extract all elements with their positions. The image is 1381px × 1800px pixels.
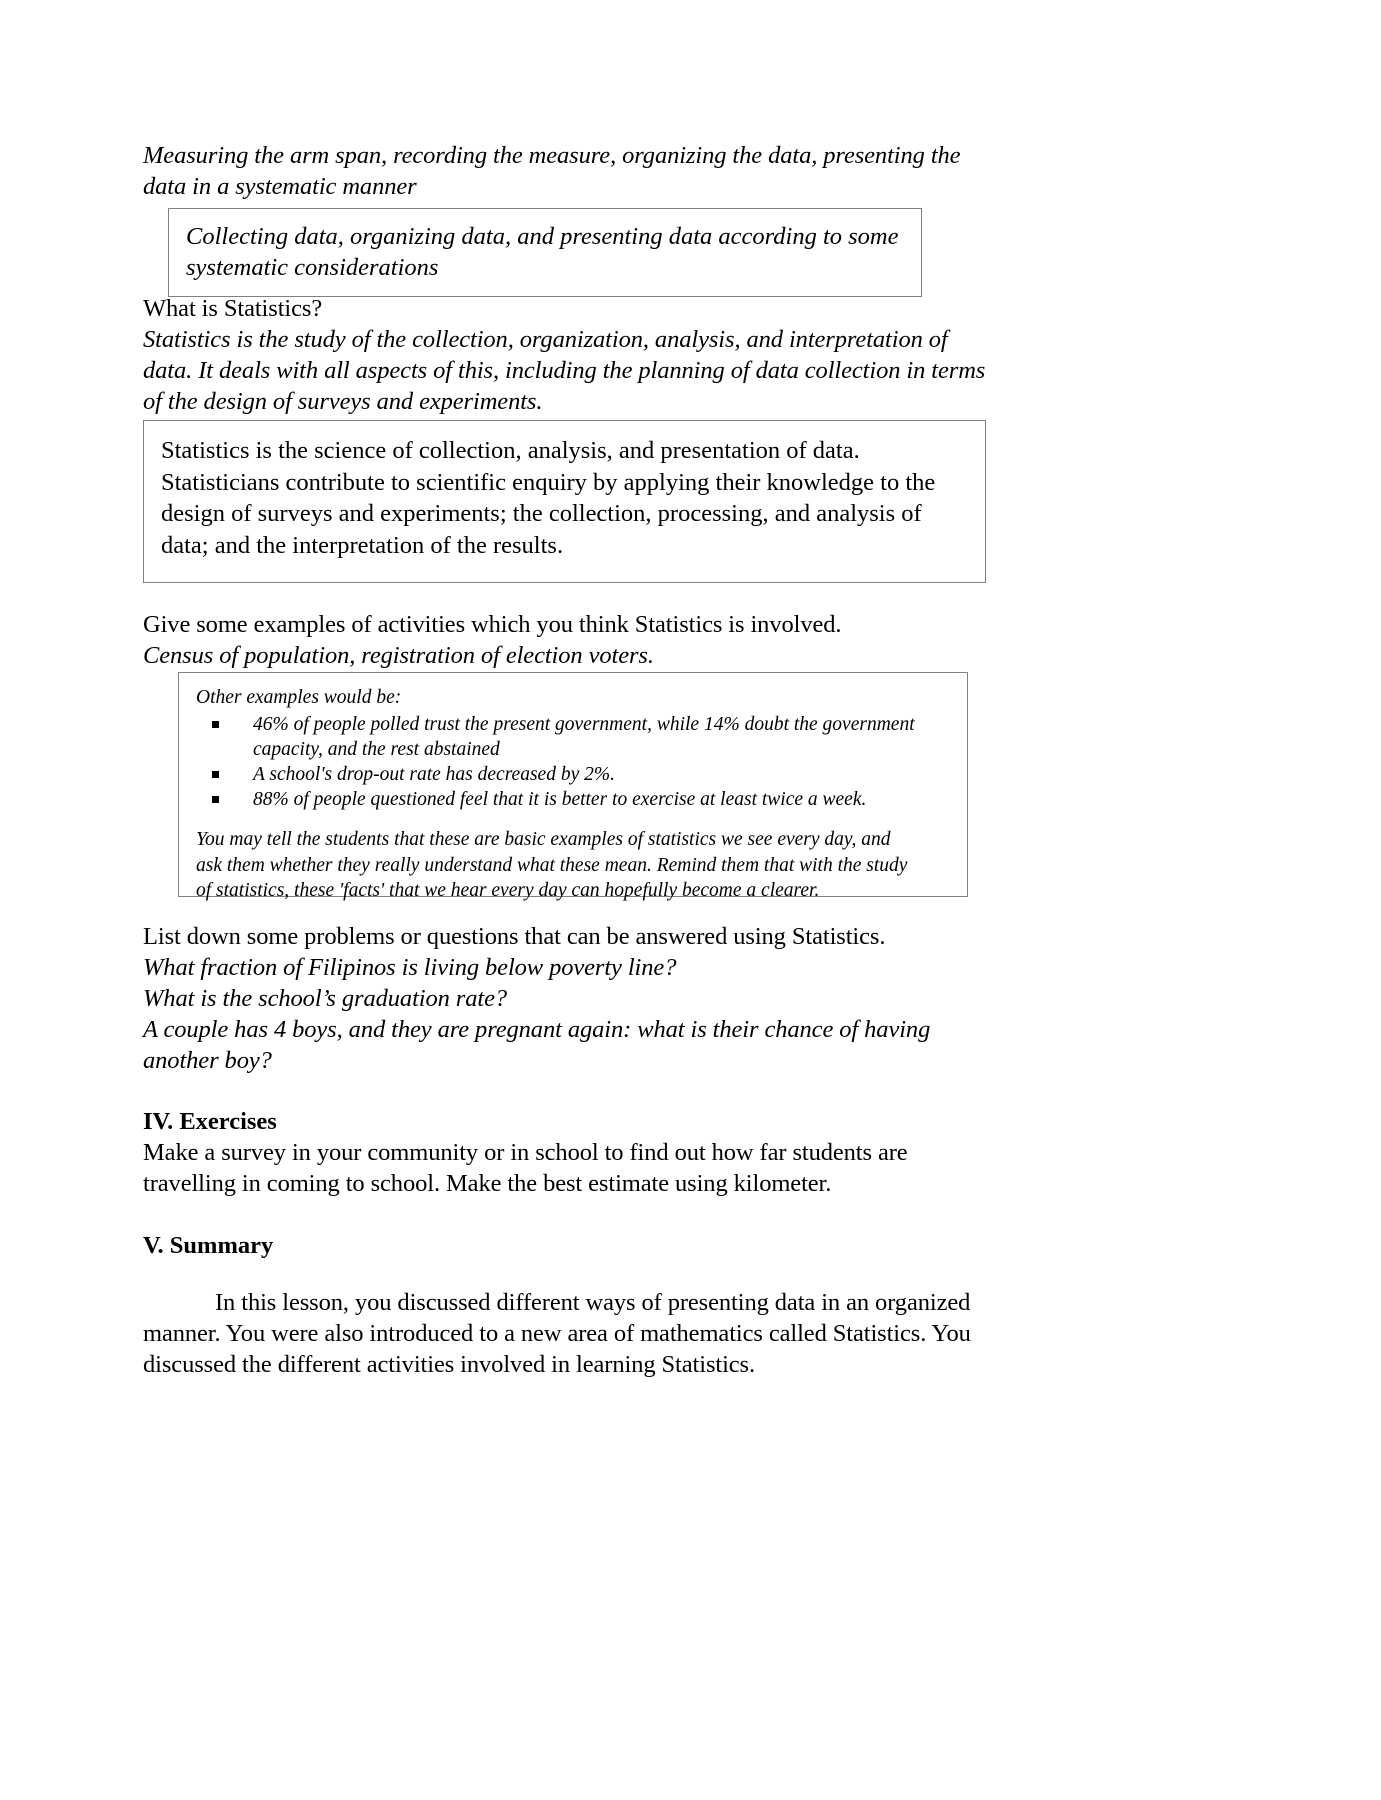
summary-body: In this lesson, you discussed different ways of presenting data in an organized manner. You were also introduced to a new area of mathematics called Statistics. You discussed the different activities involved in learning Statistics. bbox=[143, 1289, 971, 1378]
intro-answer-text: Measuring the arm span, recording the measure, organizing the data, presenting the data in a systematic manner bbox=[143, 142, 961, 200]
other-examples-note: You may tell the students that these are basic examples of statistics we see every day, and ask them whether they really understand what these mean. Remind them that with the study of statistics, these 'facts' that we hear every day can hopefully become a clearer. bbox=[196, 829, 908, 901]
list-item-text: 88% of people questioned feel that it is better to exercise at least twice a week. bbox=[253, 789, 867, 810]
list-item bbox=[196, 712, 953, 762]
problem-answer-poverty: What fraction of Filipinos is living below poverty line? bbox=[143, 954, 677, 981]
list-item bbox=[196, 762, 953, 787]
other-examples-lead: Other examples would be: bbox=[196, 687, 402, 708]
problem-answer-probability: A couple has 4 boys, and they are pregnant again: what is their chance of having another boy? bbox=[143, 1016, 931, 1074]
answer-give-examples: Census of population, registration of election voters. bbox=[143, 642, 654, 669]
list-item-text: 46% of people polled trust the present government, while 14% doubt the government capacity, and the rest abstained bbox=[253, 714, 915, 760]
spacer bbox=[143, 1261, 988, 1287]
question-list-problems: List down some problems or questions that can be answered using Statistics. bbox=[143, 923, 886, 950]
answer-box-statistics-science bbox=[143, 420, 986, 583]
answer-box-other-examples bbox=[178, 672, 968, 901]
spacer bbox=[143, 1076, 988, 1106]
answer-box-collecting-data bbox=[168, 208, 922, 297]
question-what-is-statistics: What is Statistics? bbox=[143, 295, 323, 322]
list-item-text: A school's drop-out rate has decreased by 2%. bbox=[253, 764, 615, 785]
spacer bbox=[143, 1199, 988, 1230]
problem-answer-graduation: What is the school’s graduation rate? bbox=[143, 985, 508, 1012]
square-bullet-icon bbox=[212, 796, 219, 803]
square-bullet-icon bbox=[212, 721, 219, 728]
exercises-body: Make a survey in your community or in school to find out how far students are travelling in coming to school. Make the best estimate using kilometer. bbox=[143, 1139, 908, 1197]
answer-what-is-statistics: Statistics is the study of the collection, organization, analysis, and interpretation of data. It deals with all aspects of this, including the planning of data collection in terms of the design of surveys and experiments. bbox=[143, 326, 986, 415]
answer-box-statistics-science-text: Statistics is the science of collection, analysis, and presentation of data. Statisticians contribute to scientific enquiry by applying their knowledge to the design of surveys and experiments; the collection, processing, and analysis of data; and the interpretation of the results. bbox=[161, 437, 936, 559]
page-content bbox=[143, 140, 988, 1380]
other-examples-list bbox=[196, 712, 967, 812]
heading-summary: V. Summary bbox=[143, 1232, 274, 1259]
list-item bbox=[196, 787, 953, 812]
question-give-examples: Give some examples of activities which you think Statistics is involved. bbox=[143, 611, 842, 638]
answer-box-collecting-data-text: Collecting data, organizing data, and presenting data according to some systematic considerations bbox=[186, 223, 899, 281]
heading-exercises: IV. Exercises bbox=[143, 1108, 277, 1135]
square-bullet-icon bbox=[212, 771, 219, 778]
